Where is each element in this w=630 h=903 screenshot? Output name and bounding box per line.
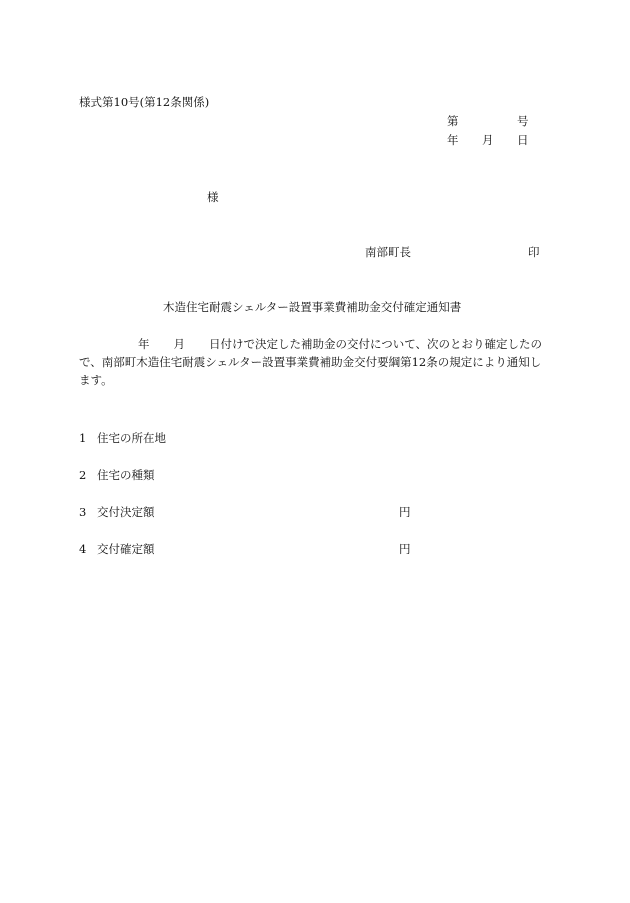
doc-number-go: 号 [517, 114, 529, 128]
item-label: 交付決定額 [97, 505, 155, 519]
item-number: 1 [79, 431, 87, 445]
body-paragraph [79, 335, 551, 389]
doc-date-day: 日 [517, 133, 529, 147]
item-unit: 円 [399, 505, 411, 519]
form-number: 様式第10号(第12条関係) [79, 95, 210, 109]
body-line-2: で、南部町木造住宅耐震シェルター設置事業費補助金交付要綱第12条の規定により通知し [79, 355, 542, 369]
item-label: 住宅の種類 [97, 468, 155, 482]
item-label: 交付確定額 [97, 542, 155, 556]
body-line-1 [79, 335, 551, 353]
doc-number-dai: 第 [447, 114, 459, 128]
item-number: 2 [79, 468, 87, 482]
document-title: 木造住宅耐震シェルター設置事業費補助金交付確定通知書 [163, 300, 462, 314]
body-year: 年 [138, 337, 150, 351]
item-unit: 円 [399, 542, 411, 556]
body-line-3: ます。 [79, 373, 113, 387]
item-number: 3 [79, 505, 87, 519]
issuer-seal: 印 [528, 245, 540, 259]
item-label: 住宅の所在地 [97, 431, 166, 445]
body-line-1-rest: 日付けで決定した補助金の交付について、次のとおり確定したの [209, 337, 543, 351]
doc-date-month: 月 [482, 133, 494, 147]
body-month: 月 [173, 337, 185, 351]
addressee-sama: 様 [207, 190, 219, 204]
doc-date-year: 年 [447, 133, 459, 147]
item-number: 4 [79, 542, 87, 556]
issuer-name: 南部町長 [365, 245, 411, 259]
